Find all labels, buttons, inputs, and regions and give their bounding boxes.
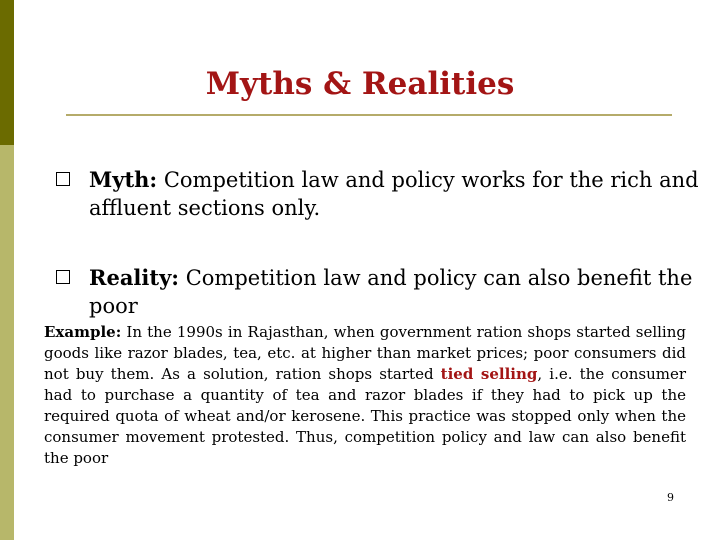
bullet-reality-body: Competition law and policy can also benefit the poor: [89, 266, 693, 318]
example-paragraph: [44, 322, 686, 469]
bullet-reality-text: [89, 264, 709, 320]
square-bullet-icon: [56, 270, 70, 284]
bullet-reality: [56, 264, 716, 320]
page-number: 9: [667, 491, 674, 504]
bullet-myth-body: Competition law and policy works for the rich and affluent sections only.: [89, 168, 699, 220]
bullet-myth-label: Myth:: [89, 167, 158, 192]
bullet-myth: [56, 166, 716, 222]
example-text-before: In the 1990s in Rajasthan, when government ration shops started selling goods like razor blades, tea, etc. at higher than market prices; poor consumers did not buy them. As a solution, ration shops started: [44, 323, 686, 383]
title-underline: [66, 114, 672, 116]
bullet-myth-text: [89, 166, 709, 222]
square-bullet-icon: [56, 172, 70, 186]
sidebar-accent-light: [0, 145, 14, 540]
bullet-reality-label: Reality:: [89, 265, 180, 290]
example-text-after: , i.e. the consumer had to purchase a quantity of tea and razor blades if they had to pick up the required quota of wheat and/or kerosene. This practice was stopped only when the consumer movement protested. Thus, competition policy and law can also benefit the poor: [44, 365, 687, 467]
example-label: Example:: [44, 323, 122, 341]
example-highlight: tied selling: [440, 365, 538, 383]
slide-title: Myths & Realities: [205, 66, 515, 102]
